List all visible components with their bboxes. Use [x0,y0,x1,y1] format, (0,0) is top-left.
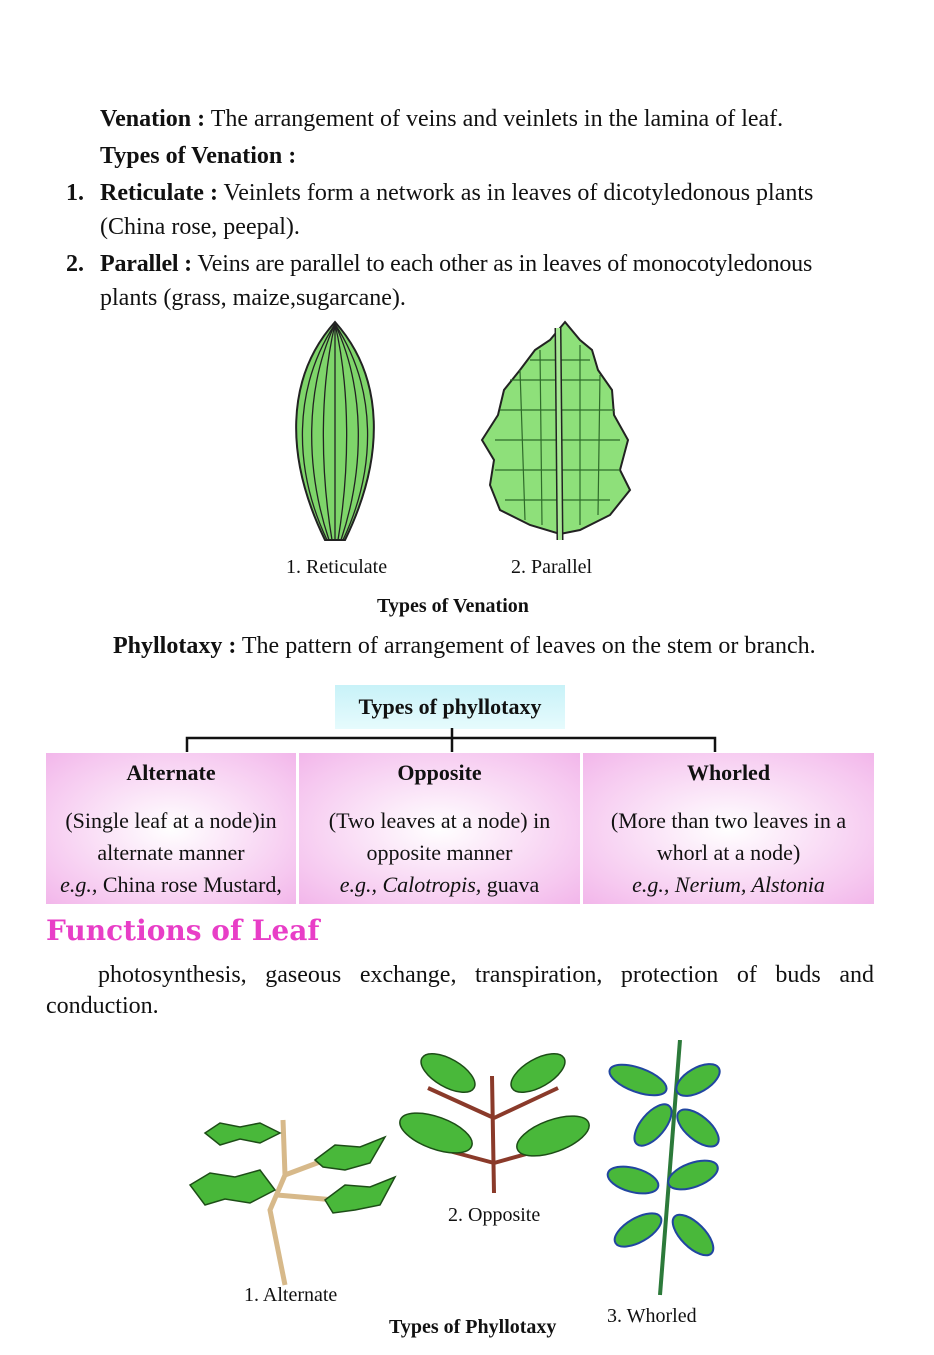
venation-definition [100,102,783,136]
alternate-phyllotaxy-illustration [185,1115,405,1290]
list-item-parallel: 2. [66,251,84,277]
list-item-reticulate: 1. [66,180,84,206]
phyllotaxy-type-alternate: Alternate (Single leaf at a node)in alternate manner e.g., China rose Mustard, [46,753,296,904]
reticulate-text-2: (China rose, peepal). [100,214,300,240]
phyllotaxy-type-opposite: Opposite (Two leaves at a node) in opposite manner e.g., Calotropis, guava [299,753,580,904]
figure-label-reticulate: 1. Reticulate [286,556,388,578]
term: Venation : [100,106,206,132]
definition: The arrangement of veins and veinlets in the lamina of leaf. [205,106,784,132]
parallel-leaf-illustration [285,318,385,546]
whorled-phyllotaxy-illustration [598,1040,726,1300]
figure-label-whorled: 3. Whorled [607,1305,697,1327]
figure-caption-phyllotaxy: Types of Phyllotaxy [389,1316,557,1338]
figure-label-alternate: 1. Alternate [244,1284,338,1306]
chart-connectors [180,728,725,754]
functions-text: photosynthesis, gaseous exchange, transpiration, protection of buds and [98,962,874,988]
functions-text-2: conduction. [46,993,159,1019]
phyllotaxy-type-whorled: Whorled (More than two leaves in a whorl at a node) e.g., Nerium, Alstonia [583,753,874,904]
phyllotaxy-definition: Phyllotaxy : The pattern of arrangement of leaves on the stem or branch. [113,633,816,659]
reticulate-text: Reticulate : Veinlets form a network as in leaves of dicotyledonous plants [100,180,814,206]
figure-label-opposite: 2. Opposite [448,1204,541,1226]
type-name: Alternate [126,760,216,785]
phyllotaxy-chart-title: Types of phyllotaxy [335,685,565,729]
reticulate-leaf-illustration [480,320,636,542]
venation-types-heading: Types of Venation : [100,143,297,169]
opposite-phyllotaxy-illustration [398,1048,598,1198]
parallel-text: Parallel : Veins are parallel to each other as in leaves of monocotyledonous [100,251,813,277]
type-name: Opposite [397,760,482,785]
parallel-text-2: plants (grass, maize,sugarcane). [100,285,406,311]
figure-label-parallel: 2. Parallel [511,556,593,578]
type-name: Whorled [686,760,771,785]
figure-caption-venation: Types of Venation [377,595,529,617]
functions-heading: Functions of Leaf [46,914,320,947]
